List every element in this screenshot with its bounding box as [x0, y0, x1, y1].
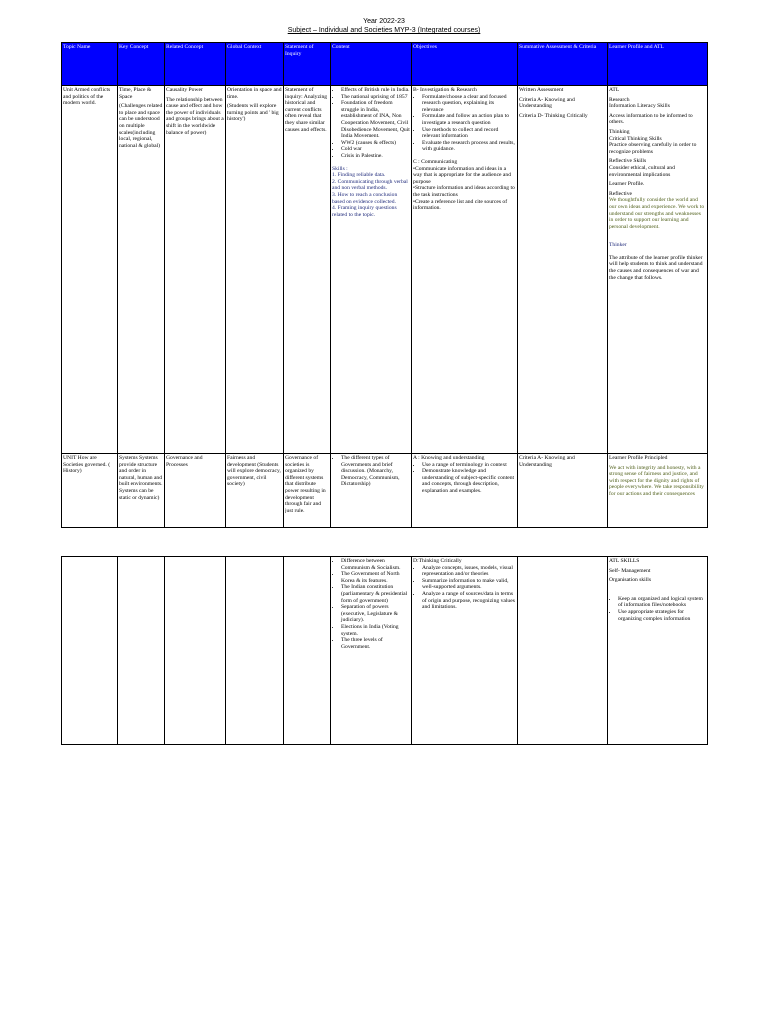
unit-2-inquiry-text: Governance of societies is organized by different systems that distribute power resulting in development through fair and just rule.: [285, 455, 326, 514]
practice-text: Practice observing carefully in order to recognize problems: [609, 142, 697, 155]
reflective-skills-label: Reflective Skills: [609, 158, 647, 165]
objective-b-title: B- Investigation & Research: [413, 87, 477, 93]
col-related-concept: Related Concept: [165, 43, 226, 86]
unit-1-related-note: The relationship between cause and effect and how the power of individuals and groups brings about a shift in the worldwide balance of power): [166, 96, 224, 136]
list-item: • Formulate/choose a clear and focused research question, explaining its relevance: [422, 94, 516, 114]
thinker-text: The attribute of the learner profile thinker will help students to think and understand the causes and consequences of war and the change that follows.: [609, 254, 703, 281]
list-item: • Demonstrate knowledge and understanding of subject-specific content and concepts, through description, explanation and examples.: [422, 468, 516, 494]
col-content: Content: [331, 43, 412, 86]
list-item: • Use a range of terminology in context: [422, 462, 516, 469]
objective-c-title: C : Communicating: [413, 158, 458, 165]
list-item: • Analyze a range of sources/data in terms of origin and purpose, recognizing values and limitations.: [422, 591, 516, 611]
objective-a-title: A : Knowing and understanding: [413, 455, 485, 461]
col-topic-name: Topic Name: [62, 43, 118, 86]
year-heading: Year 2022-23: [363, 18, 405, 25]
col-global-context: Global Context: [226, 43, 284, 86]
list-item: • The three levels of Government.: [341, 637, 410, 650]
reflective-text: We thoughtfully consider the world and our own ideas and experience. We work to understand our strengths and weaknesses in order to support our learning and personal development.: [609, 197, 705, 230]
header-row: [62, 43, 708, 86]
unit-1-key-concept: [118, 86, 165, 454]
unit-2-learner-profile-cont: [608, 557, 708, 745]
col-summative-assessment: Summative Assessment & Criteria: [518, 43, 608, 86]
thinker-label: Thinker: [609, 242, 627, 249]
learner-profile-label: Learner Profile.: [609, 181, 645, 188]
unit-1-inquiry: Statement of inquiry: Analyzing historical and current conflicts often reveal that they share similar causes and effects.: [284, 86, 331, 454]
unit-1-skill: 3. How to reach a conclusion based on evidence collected.: [332, 191, 398, 205]
col-objectives: Objectives: [412, 43, 518, 86]
unit-2-global-cont: [226, 557, 284, 745]
syllabus-table-page-1: [61, 42, 708, 528]
unit-2-global-context: Fairness and development (Students will explore democracy, government, civil society): [226, 454, 284, 528]
list-item: • The national uprising of 1857: [341, 94, 410, 101]
unit-2-related-cont: [165, 557, 226, 745]
unit-1-objectives: [412, 86, 518, 454]
list-item: • Crisis in Palestine.: [341, 153, 410, 160]
atl-label: ATL: [609, 87, 620, 93]
unit-2-row-part-2: [62, 557, 708, 745]
unit-1-global-title: Orientation in space and time.: [227, 87, 282, 100]
atl-skills-label: ATL SKILLS: [609, 558, 640, 564]
principled-text: We act with integrity and honesty, with a strong sense of fairness and justice, and with respect for the dignity and rights of people everywhere. We take responsibility for our actions and their consequences: [609, 464, 704, 497]
principled-label: Learner Profile Principled: [609, 455, 668, 461]
list-item: • The Government of North Korea & its features.: [341, 571, 410, 584]
unit-1-content: [331, 86, 412, 454]
unit-2-inquiry-cont: [284, 557, 331, 745]
list-item: • Elections in India (Voting system.: [341, 624, 410, 637]
list-item: • The Indian constitution (parliamentary & presidential form of government): [341, 584, 410, 604]
unit-1-global-context: [226, 86, 284, 454]
unit-1-skill: 1. Finding reliable data.: [332, 172, 386, 179]
col-learner-profile-atl: Learner Profile and ATL: [608, 43, 708, 86]
unit-1-assessment: [518, 86, 608, 454]
unit-2-content-list-cont: [332, 558, 410, 650]
unit-2-content-cont: [331, 557, 412, 745]
info-literacy-label: Information Literacy Skills: [609, 103, 670, 110]
thinking-label: Thinking: [609, 128, 630, 135]
consider-text: Consider ethical, cultural and environmental implications: [609, 164, 675, 178]
unit-1-global-note: (Students will explore turning points and ' big history'): [227, 103, 279, 123]
list-item: • Use appropriate strategies for organizing complex information: [618, 609, 706, 622]
assessment-item: Criteria D- Thinking Critically: [519, 112, 588, 119]
list-item: • Cold war: [341, 146, 410, 153]
reflective-label: Reflective: [609, 190, 632, 197]
organisation-list: [609, 596, 706, 622]
unit-2-topic: UNIT How are Societies governed. ( History): [62, 454, 118, 528]
self-management-label: Self- Management: [609, 567, 651, 574]
list-item: • Use methods to collect and record relevant information: [422, 127, 516, 140]
unit-2-key-concept-text: Systems Systems provide structure and order in natural, human and built environments. Systems can be static or dynamic): [119, 455, 163, 501]
research-label: Research: [609, 96, 630, 103]
objective-d-list: [413, 565, 516, 611]
syllabus-table-page-2: [61, 556, 708, 745]
unit-1-key-concept-title: Time, Place & Space: [119, 87, 152, 100]
list-item: • Analyze concepts, issues, models, visual representation and/or theories: [422, 565, 516, 578]
unit-2-objectives-cont: [412, 557, 518, 745]
unit-2-learner-profile: [608, 454, 708, 528]
unit-2-inquiry: [284, 454, 331, 528]
list-item: • Effects of British rule in India.: [341, 87, 410, 94]
unit-1-skill: 4. Framing inquiry questions related to the topic.: [332, 205, 397, 218]
unit-2-key-concept: [118, 454, 165, 528]
unit-2-key-concept-cont: [118, 557, 165, 745]
list-item: • Formulate and follow an action plan to investigate a research question: [422, 113, 516, 126]
unit-1-skill: 2. Communicating through verbal and non verbal methods.: [332, 178, 408, 192]
unit-1-skills-title: Skills :: [332, 165, 348, 172]
unit-1-key-concept-note: (Challenges related to place and space can be understood on multiple scales(including local, regional, national & global): [119, 103, 163, 149]
subject-heading: [0, 26, 768, 35]
unit-2-related-concept: Governance and Processes: [165, 454, 226, 528]
unit-2-assessment-cont: [518, 557, 608, 745]
list-item: • Difference between Communism & Socialism.: [341, 558, 410, 571]
assessment-item: Criteria A- Knowing and Understanding: [519, 96, 575, 110]
unit-1-topic: Unit Armed conflicts and politics of the modern world.: [62, 86, 118, 454]
unit-2-content: [331, 454, 412, 528]
unit-1-content-list: [332, 87, 410, 160]
unit-2-content-list: [332, 455, 410, 488]
objective-b-list: [413, 94, 516, 153]
unit-2-objectives: [412, 454, 518, 528]
list-item: • Evaluate the research process and results, with guidance.: [422, 140, 516, 153]
list-item: • Summarize information to make valid, well-supported arguments.: [422, 578, 516, 591]
col-key-concept: Key Concept: [118, 43, 165, 86]
unit-1-related-concept: [165, 86, 226, 454]
critical-label: Critical Thinking Skills: [609, 135, 662, 142]
list-item: • Separation of powers (executive, Legislature & judiciary).: [341, 604, 410, 624]
subject-heading-text: Subject – Individual and Societies MYP-3 (Integrated courses): [287, 27, 481, 34]
objective-c-item: •Communicate information and ideas in a way that is appropriate for the audience and purpose: [413, 165, 512, 185]
unit-1-row: [62, 86, 708, 454]
access-text: Access information to be informed to others.: [609, 112, 693, 126]
list-item: • Foundation of freedom struggle in India, establishment of INA, Non Cooperation Movement, Civil Disobedience Movement, Quit India Movement.: [341, 100, 410, 140]
assessment-item: Written Assessment: [519, 87, 564, 93]
unit-2-topic-cont: [62, 557, 118, 745]
objective-c-item: •Structure information and ideas according to the task instructions: [413, 185, 515, 198]
list-item: • The different types of Governments and brief discussion. (Monarchy, Democracy, Communism, Dictatorship): [341, 455, 410, 488]
objective-d-title: D:Thinking Critically: [413, 558, 462, 564]
objective-c-item: •Create a reference list and cite sources of information.: [413, 198, 508, 212]
objective-a-list: [413, 462, 516, 495]
unit-1-related-title: Causality Power: [166, 87, 203, 93]
list-item: • Keep an organized and logical system of information files/notebooks: [618, 596, 706, 609]
col-statement-of-inquiry: Statement of Inquiry: [284, 43, 331, 86]
organisation-label: Organisation skills: [609, 577, 652, 584]
unit-2-assessment: Criteria A- Knowing and Understanding: [518, 454, 608, 528]
list-item: • WW2 (causes & effects): [341, 140, 410, 147]
unit-1-learner-profile: [608, 86, 708, 454]
unit-2-row-part-1: [62, 454, 708, 528]
